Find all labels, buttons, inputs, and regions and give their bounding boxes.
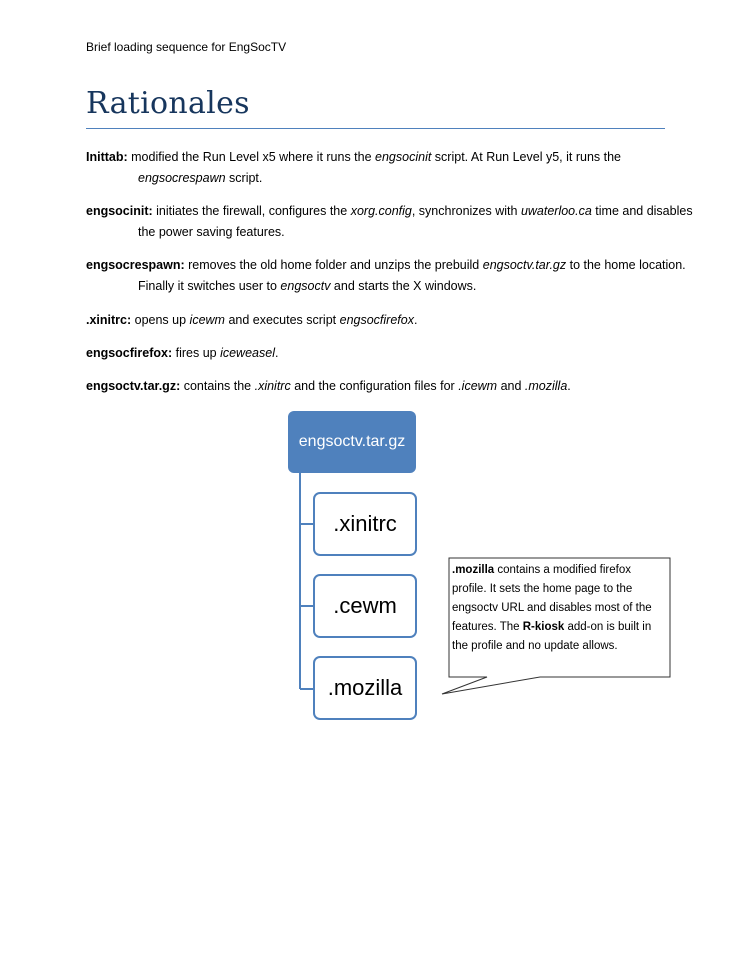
diagram-root-node: engsoctv.tar.gz (288, 411, 416, 473)
paragraph-engsocinit: engsocinit: initiates the firewall, configures the xorg.config, synchronizes with uwaterloo.ca time and disables the power saving features. (86, 204, 693, 239)
diagram-node-mozilla: .mozilla (313, 656, 417, 720)
paragraph-engsocfirefox: engsocfirefox: fires up iceweasel. (86, 346, 279, 360)
page-header: Brief loading sequence for EngSocTV (86, 40, 287, 54)
mozilla-callout-text: .mozilla contains a modified firefox profile. It sets the home page to the engsoctv URL and disables most of the features. The R-kiosk add-on is built in the profile and no update allows. (452, 564, 652, 652)
diagram-node-xinitrc: .xinitrc (313, 492, 417, 556)
page-title: Rationales (86, 86, 250, 121)
paragraph-tarball: engsoctv.tar.gz: contains the .xinitrc and the configuration files for .icewm and .mozilla. (86, 379, 571, 393)
diagram-node-cewm: .cewm (313, 574, 417, 638)
paragraph-xinitrc: .xinitrc: opens up icewm and executes script engsocfirefox. (86, 313, 418, 327)
paragraph-engsocrespawn: engsocrespawn: removes the old home folder and unzips the prebuild engsoctv.tar.gz to the home location. Finally it switches user to engsoctv and starts the X windows. (86, 258, 686, 293)
paragraph-inittab: Inittab: modified the Run Level x5 where it runs the engsocinit script. At Run Level y5, it runs the engsocrespawn script. (86, 150, 622, 185)
